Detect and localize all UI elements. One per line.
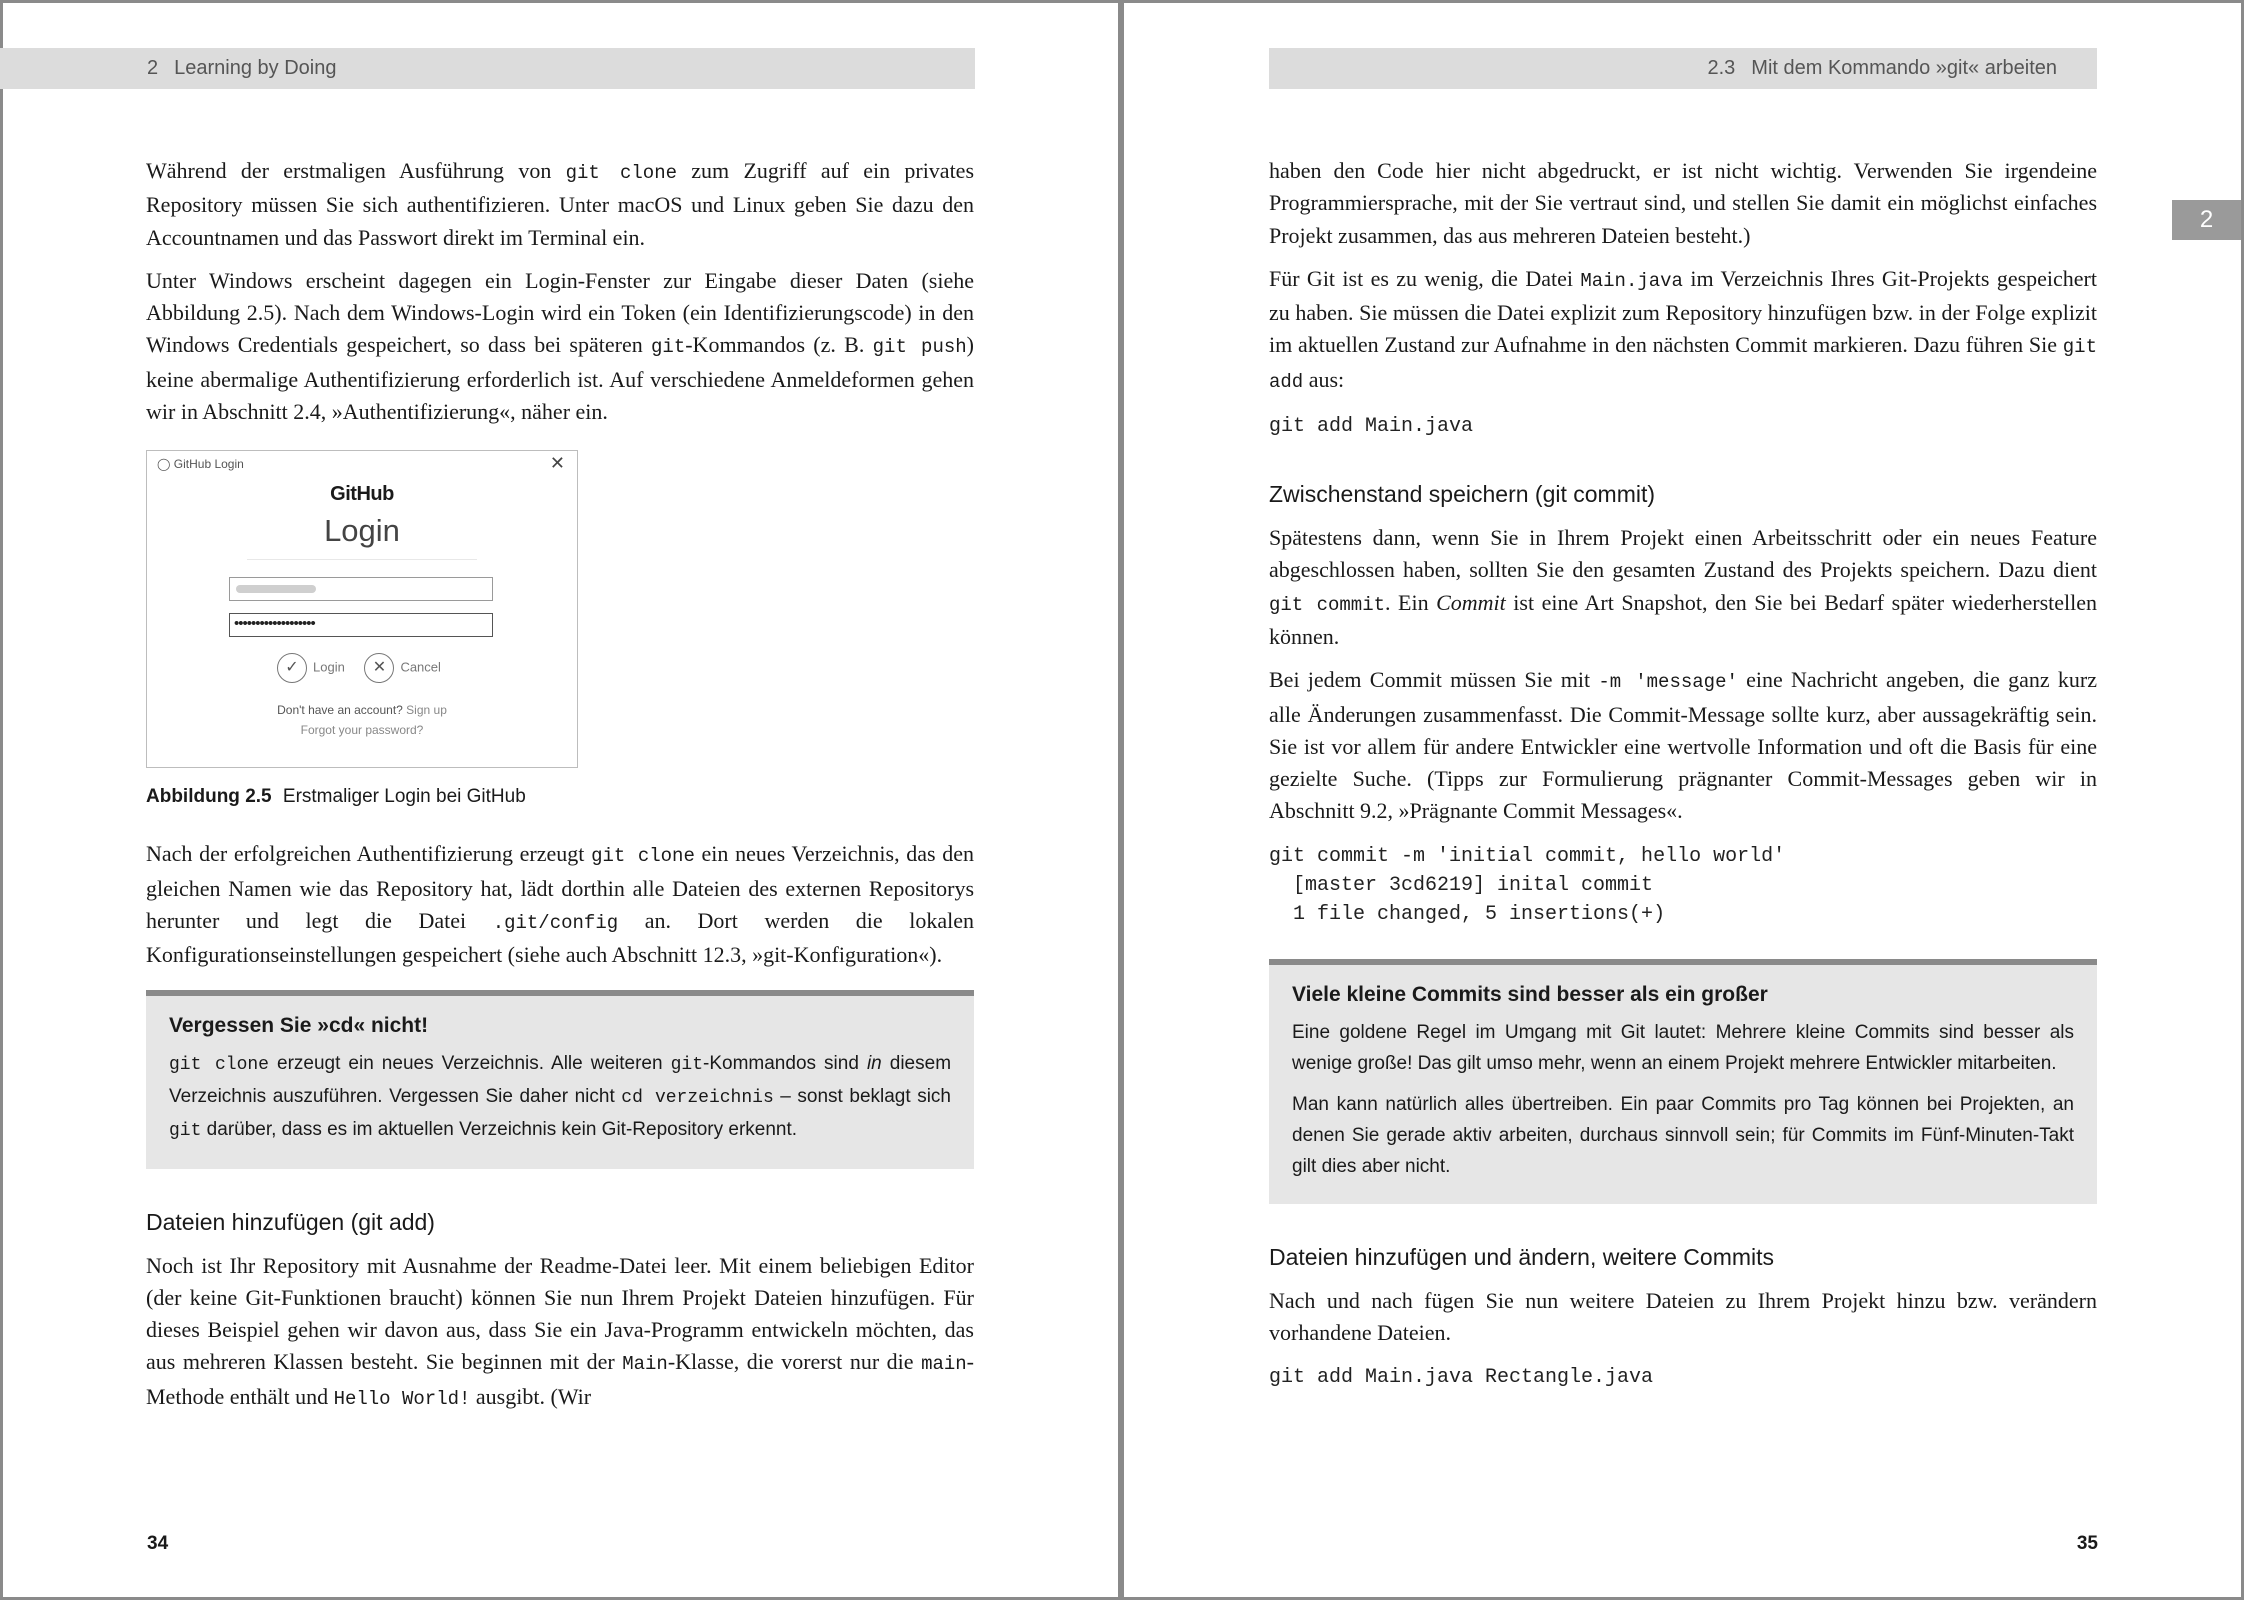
- paragraph: haben den Code hier nicht abgedruckt, er ist nicht wichtig. Verwenden Sie irgendeine Programmiersprache, mit der Sie vertraut sind, und stellen Sie damit ein möglichst einfaches Projekt zusammen, das aus mehreren Dateien besteht.): [1269, 158, 2097, 248]
- right-text-column: [1269, 155, 2097, 1402]
- code-block: git add Main.java Rectangle.java: [1269, 1366, 1654, 1390]
- cancel-icon: ✕: [364, 653, 394, 683]
- running-header-left: [0, 48, 975, 89]
- paragraph: Bei jedem Commit müssen Sie mit -m 'message' eine Nachricht angeben, die ganz kurz alle Änderungen zusammenfasst. Die Commit-Message sollte kurz, aber aussagekräftig sein. Sie ist vor allem für andere Entwickler eine wertvolle Information und oft die Basis für eine gezielte Suche. (Tipps zur Formulierung prägnanter Commit-Messages geben wir in Abschnitt 9.2, »Prägnante Commit Messages«.: [1269, 667, 2097, 824]
- right-page: [1124, 0, 2241, 1600]
- paragraph: Nach und nach fügen Sie nun weitere Dateien zu Ihrem Projekt hinzu bzw. verändern vorhandene Dateien.: [1269, 1287, 2097, 1346]
- github-logo-text: GitHub: [330, 483, 394, 506]
- paragraph: Nach der erfolgreichen Authentifizierung erzeugt git clone ein neues Verzeichnis, das den gleichen Namen wie das Repository hat, lädt dorthin alle Dateien des externen Repositorys herunter und legt die Datei .git/config an. Dort werden die lokalen Konfigurationseinstellungen gespeichert (siehe auch Abschnitt 12.3, »git-Konfiguration«).: [146, 841, 975, 968]
- paragraph: Für Git ist es zu wenig, die Datei Main.java im Verzeichnis Ihres Git-Projekts gespeichert zu haben. Sie müssen die Datei explizit zum Repository hinzufügen bzw. in der Folge explizit im aktuellen Zustand zur Aufnahme in den nächsten Commit markieren. Dazu führen Sie git add aus:: [1269, 265, 2097, 393]
- forgot-password-link: Forgot your password?: [300, 723, 424, 738]
- username-field: [229, 577, 493, 601]
- page-number: 34: [147, 1533, 169, 1554]
- github-login-figure: [146, 450, 578, 768]
- password-field: •••••••••••••••••••: [229, 613, 493, 637]
- header-section-number: 2.3: [1707, 57, 1736, 79]
- window-title: ◯ GitHub Login: [157, 457, 244, 472]
- blurred-username: [236, 585, 316, 593]
- login-button: ✓ Login: [277, 653, 345, 683]
- figure-caption: Abbildung 2.5 Erstmaliger Login bei GitHub: [146, 786, 526, 808]
- section-heading: Dateien hinzufügen und ändern, weitere Commits: [1269, 1243, 1775, 1270]
- code-block: git add Main.java: [1269, 415, 1474, 439]
- header-section-title: Mit dem Kommando »git« arbeiten: [1751, 57, 2057, 79]
- paragraph: Während der erstmaligen Ausführung von git clone zum Zugriff auf ein privates Repository müssen Sie sich authentifizieren. Unter macOS und Linux geben Sie dazu den Accountnamen und das Passwort direkt im Terminal ein.: [146, 158, 975, 250]
- cancel-button: ✕ Cancel: [364, 653, 440, 683]
- info-box: [146, 990, 974, 1169]
- info-box-text: Man kann natürlich alles übertreiben. Ein paar Commits pro Tag können bei Projekten, an denen Sie gerade aktiv arbeiten, durchaus sinnvoll sein; für Commits im Fünf-Minuten-Takt gilt dies aber nicht.: [1292, 1093, 2074, 1177]
- paragraph: Unter Windows erscheint dagegen ein Login-Fenster zur Eingabe dieser Daten (siehe Abbildung 2.5). Nach dem Windows-Login wird ein Token (ein Identifizierungscode) in den Windows Credentials gespeichert, so dass bei späteren git-Kommandos (z. B. git push) keine abermalige Authentifizierung erforderlich ist. Auf verschiedene Anmeldeformen gehen wir in Abschnitt 2.4, »Authentifizierung«, näher ein.: [146, 267, 974, 425]
- info-box: [1269, 959, 2097, 1204]
- header-chapter-title: Learning by Doing: [174, 57, 337, 79]
- check-icon: ✓: [277, 653, 307, 683]
- running-header-right: [1269, 48, 2097, 89]
- section-heading: Dateien hinzufügen (git add): [146, 1208, 435, 1235]
- info-box-title: Viele kleine Commits sind besser als ein großer: [1292, 982, 1768, 1006]
- no-account-line: Don't have an account? Sign up: [277, 703, 447, 718]
- close-icon: ✕: [549, 453, 565, 474]
- chapter-tab: 2: [2172, 200, 2241, 240]
- header-chapter-number: 2: [147, 57, 159, 79]
- left-page: [0, 0, 1118, 1600]
- section-heading: Zwischenstand speichern (git commit): [1269, 481, 1656, 508]
- login-heading: Login: [324, 513, 400, 549]
- paragraph: Spätestens dann, wenn Sie in Ihrem Projekt einen Arbeitsschritt oder ein neues Feature abgeschlossen haben, sollten Sie den gesamten Zustand des Projekts speichern. Dazu dient git commit. Ein Commit ist eine Art Snapshot, den Sie bei Bedarf später wiederherstellen können.: [1269, 525, 2097, 649]
- info-box-text: git clone erzeugt ein neues Verzeichnis. Alle weiteren git-Kommandos sind in diesem Verzeichnis auszuführen. Vergessen Sie daher nicht cd verzeichnis – sonst beklagt sich git darüber, dass es im aktuellen Verzeichnis kein Git-Repository erkennt.: [169, 1052, 952, 1141]
- github-icon: ◯: [157, 457, 171, 472]
- figure-buttons: [277, 653, 457, 683]
- info-box-title: Vergessen Sie »cd« nicht!: [169, 1013, 429, 1037]
- left-text-column: [146, 155, 974, 1426]
- code-block: git commit -m 'initial commit, hello world' [master 3cd6219] inital commit 1 file changed, 5 insertions(+): [1269, 844, 1786, 926]
- info-box-text: Eine goldene Regel im Umgang mit Git lautet: Mehrere kleine Commits sind besser als wenige große! Das gilt umso mehr, wenn an einem Projekt mehrere Entwickler mitarbeiten.: [1292, 1021, 2074, 1074]
- page-number: 35: [2076, 1533, 2098, 1554]
- divider: [247, 559, 477, 560]
- paragraph: Noch ist Ihr Repository mit Ausnahme der Readme-Datei leer. Mit einem beliebigen Editor (der keine Git-Funktionen braucht) können Sie nun Ihrem Projekt Dateien hinzufügen. Für dieses Beispiel gehen wir davon aus, dass Sie ein Java-Programm entwickeln möchten, das aus mehreren Klassen besteht. Sie beginnen mit der Main-Klasse, die vorerst nur die main-Methode enthält und Hello World! ausgibt. (Wir: [146, 1252, 974, 1410]
